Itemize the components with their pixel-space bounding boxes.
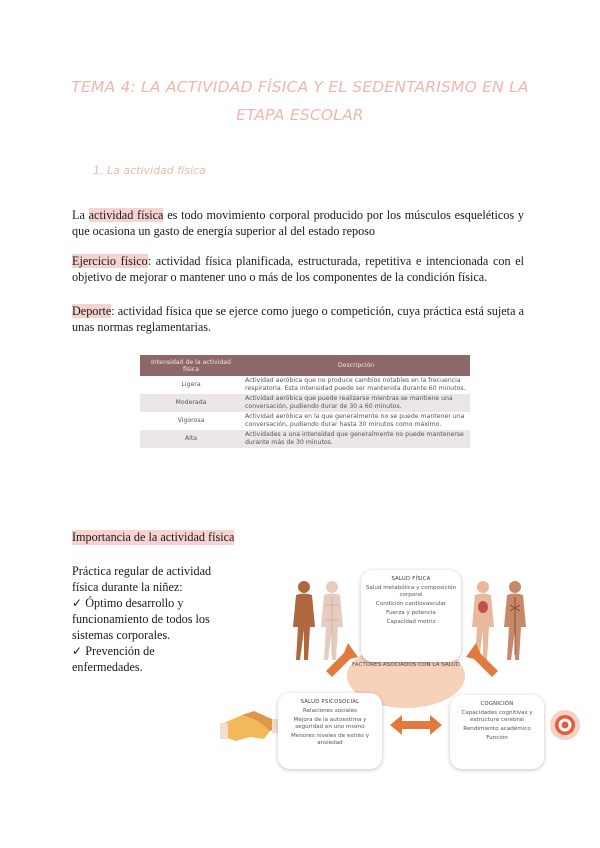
table-row bbox=[140, 376, 470, 394]
importance-point: ✓ Óptimo desarrollo y funcionamiento de todos los sistemas corporales. bbox=[72, 596, 210, 642]
importance-point: ✓ Prevención de enfermedades. bbox=[72, 644, 155, 674]
box-heading: SALUD FÍSICA bbox=[391, 576, 431, 582]
box-item: Capacidades cognitivas y estructura cerebral bbox=[461, 710, 533, 723]
center-factors-ellipse: FACTORES ASOCIADOS CON LA SALUD bbox=[347, 644, 465, 708]
definition-ejercicio-fisico bbox=[72, 253, 524, 285]
health-factors-diagram bbox=[220, 565, 592, 775]
intensity-table bbox=[140, 355, 470, 448]
table-cell-desc: Actividad aeróbica que no produce cambios notables en la frecuencia respiratoria. Esta intensidad puede ser mantenida durante 60 minutos. bbox=[245, 377, 466, 392]
term-actividad-fisica: actividad física bbox=[88, 208, 164, 222]
handshake-icon bbox=[220, 711, 280, 741]
box-item: Salud metabólica y composición corporal bbox=[365, 585, 457, 598]
box-item: Relaciones sociales bbox=[302, 708, 358, 714]
term-ejercicio-fisico: Ejercicio físico bbox=[72, 254, 148, 268]
importance-heading bbox=[72, 530, 234, 545]
importance-intro: Práctica regular de actividad física durante la niñez: bbox=[72, 564, 212, 594]
def-af-text: es todo movimiento corporal producido por los músculos esqueléticos y que ocasiona un gasto de energía superior al del estado reposo bbox=[72, 208, 524, 238]
table-cell-level: Moderada bbox=[140, 394, 242, 412]
table-cell-desc: Actividad aeróbica en la que generalmente no se puede mantener una conversación, pudiendo durar hasta 30 minutos como máximo. bbox=[245, 413, 465, 428]
importance-body bbox=[72, 563, 222, 675]
box-heading: SALUD PSICOSOCIAL bbox=[300, 699, 360, 705]
box-item: Menores niveles de estrés y ansiedad bbox=[290, 733, 370, 746]
box-item: Función bbox=[486, 735, 508, 741]
table-cell-level: Vigorosa bbox=[177, 417, 205, 424]
arrow-bottom bbox=[390, 715, 442, 735]
table-cell-level: Alta bbox=[140, 430, 242, 448]
box-item: Capacidad motriz bbox=[386, 619, 436, 625]
table-header-row bbox=[140, 355, 470, 376]
importance-heading-text: Importancia de la actividad física bbox=[72, 530, 235, 544]
brain-target-icon bbox=[550, 710, 580, 740]
def-af-pre: La bbox=[72, 208, 89, 222]
anatomy-figures-right-icon bbox=[472, 581, 526, 660]
anatomy-figures-left-icon bbox=[293, 581, 343, 660]
table-cell-desc: Actividad aeróbica que puede realizarse mientras se mantiene una conversación, pudiendo durar de 30 a 60 minutos. bbox=[242, 394, 470, 412]
table-row bbox=[140, 430, 470, 448]
box-salud-psicosocial bbox=[278, 693, 382, 769]
term-deporte: Deporte bbox=[72, 304, 112, 318]
arrow-top-right bbox=[466, 643, 498, 677]
table-cell-desc: Actividades a una intensidad que generalmente no puede mantenerse durante más de 30 minutos. bbox=[242, 430, 470, 448]
box-salud-fisica bbox=[361, 570, 461, 662]
def-dep-text: : actividad física que se ejerce como juego o competición, cuya práctica está sujeta a unas normas reglamentarias. bbox=[72, 304, 524, 334]
box-heading: COGNICIÓN bbox=[480, 701, 514, 707]
page-title: TEMA 4: LA ACTIVIDAD FÍSICA Y EL SEDENTARISMO EN LA ETAPA ESCOLAR bbox=[71, 78, 529, 124]
table-row bbox=[140, 394, 470, 412]
table-header-intensity: Intensidad de la actividad física bbox=[140, 355, 242, 376]
box-item: Mejora de la autoestima y seguridad en uno mismo bbox=[293, 717, 367, 730]
definition-actividad-fisica bbox=[72, 207, 524, 239]
definition-deporte bbox=[72, 303, 524, 335]
box-item: Condición cardiovascular bbox=[375, 601, 447, 607]
section-heading: 1. La actividad física bbox=[93, 164, 206, 177]
box-cognicion bbox=[450, 695, 544, 769]
box-item: Rendimiento académico bbox=[463, 726, 531, 732]
table-header-description: Descripción bbox=[242, 355, 470, 376]
def-ej-text: : actividad física planificada, estructurada, repetitiva e intencionada con el objetivo de mejorar o mantener uno o más de los componentes de la condición física. bbox=[72, 254, 525, 284]
table-row bbox=[140, 412, 470, 430]
box-item: Fuerza y potencia bbox=[386, 610, 436, 616]
table-cell-level: Ligera bbox=[181, 381, 201, 388]
